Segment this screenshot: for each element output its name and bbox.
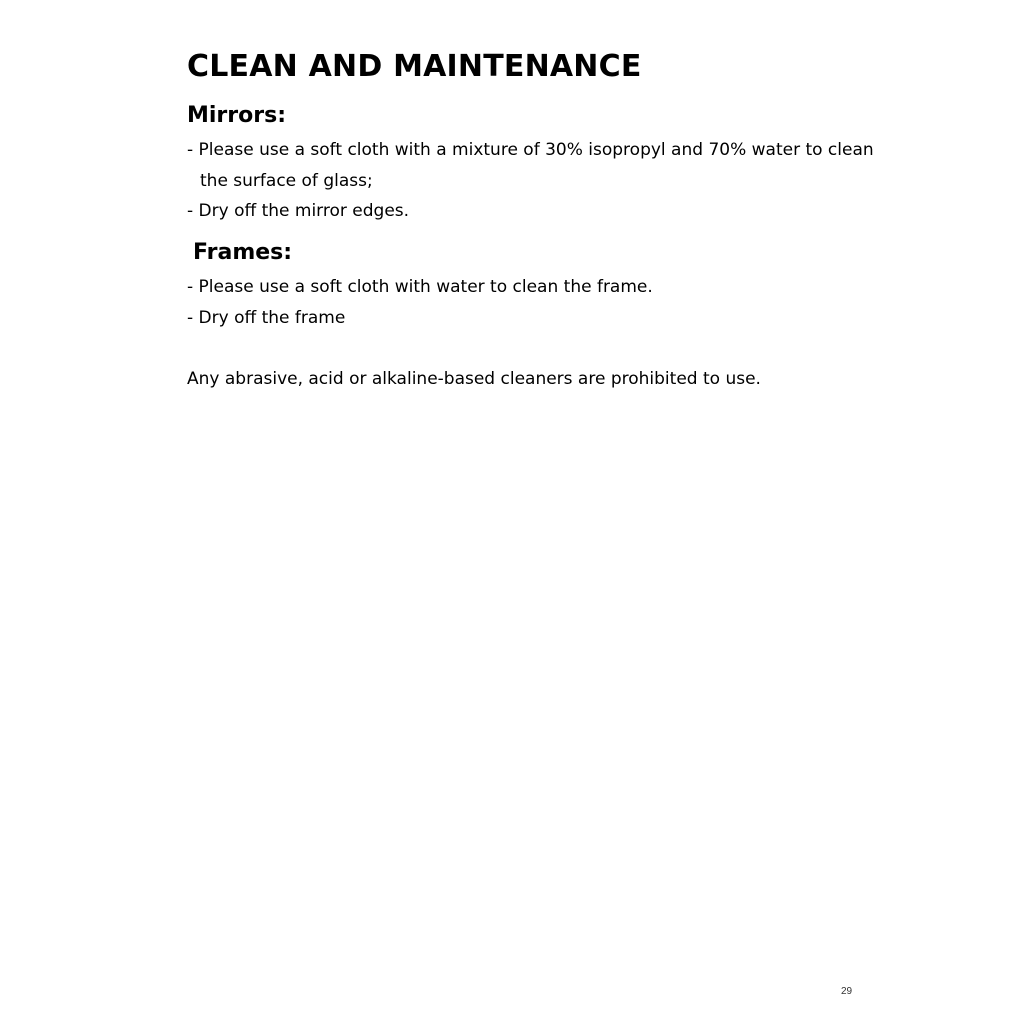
- page-number: 29: [841, 986, 853, 997]
- mirrors-heading: Mirrors:: [187, 103, 286, 128]
- frames-instruction-2: - Dry off the frame: [187, 308, 346, 328]
- frames-instruction-1: - Please use a soft cloth with water to clean the frame.: [187, 277, 653, 297]
- page-title: CLEAN AND MAINTENANCE: [187, 49, 642, 84]
- mirrors-instruction-2: - Dry off the mirror edges.: [187, 201, 410, 221]
- cleaner-warning-note: Any abrasive, acid or alkaline-based cleaners are prohibited to use.: [187, 369, 761, 389]
- mirrors-instruction-1: - Please use a soft cloth with a mixture of 30% isopropyl and 70% water to clean: [187, 140, 874, 160]
- frames-heading: Frames:: [193, 240, 293, 265]
- mirrors-instruction-1-continuation: the surface of glass;: [200, 171, 373, 191]
